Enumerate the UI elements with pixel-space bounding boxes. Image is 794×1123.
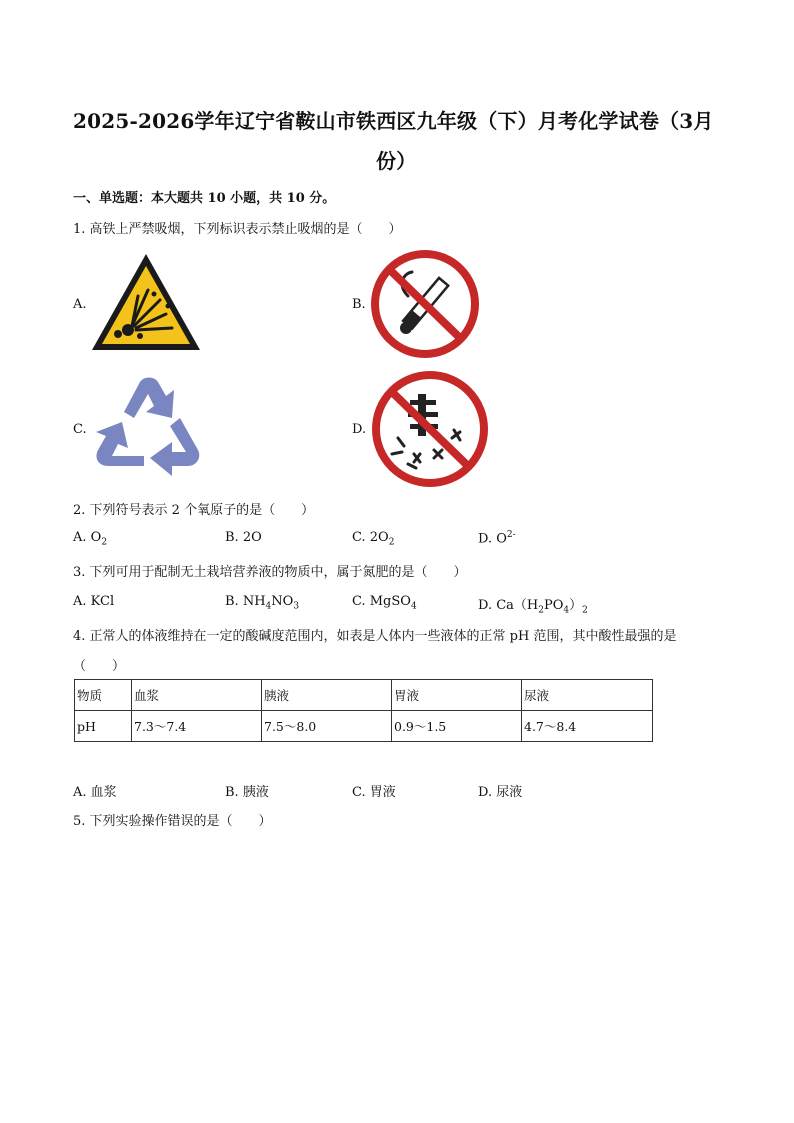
ph-table	[74, 679, 653, 742]
q2-option-b: B. 2O	[225, 530, 262, 545]
q4-option-a: A. 血浆	[73, 785, 117, 800]
recycle-icon	[88, 368, 210, 484]
section-header: 一、单选题：本大题共 10 小题，共 10 分。	[73, 191, 336, 206]
question-2-stem: 2. 下列符号表示 2 个氧原子的是（ ）	[73, 503, 315, 518]
q4-option-b: B. 胰液	[225, 785, 269, 800]
question-3-stem: 3. 下列可用于配制无土栽培营养液的物质中，属于氮肥的是（ ）	[73, 565, 467, 580]
table-row	[75, 680, 653, 711]
q3-option-d: D. $Ca(H_2PO_4)_2$	[478, 598, 588, 616]
table-cell: pH	[75, 711, 132, 742]
q3-option-b: B. $NH_4NO_3$	[225, 594, 300, 612]
page-title-continued: 份）	[376, 149, 417, 173]
table-cell: 4.7～8.4	[522, 711, 653, 742]
explosive-warning-icon	[88, 250, 204, 354]
q1-option-a-label: A.	[73, 297, 87, 312]
table-cell: 胃液	[392, 680, 522, 711]
page-title: 2025-2026学年辽宁省鞍山市铁西区九年级（下）月考化学试卷（3月	[73, 109, 714, 133]
q1-option-d-label: D.	[352, 422, 367, 437]
table-cell: 7.5～8.0	[262, 711, 392, 742]
q1-option-b-label: B.	[352, 297, 366, 312]
question-1-stem: 1. 高铁上严禁吸烟，下列标识表示禁止吸烟的是（ ）	[73, 222, 402, 237]
q1-option-c-label: C.	[73, 422, 87, 437]
q3-option-c: C. MgSO$_4$	[352, 594, 417, 612]
no-smoking-icon	[368, 248, 482, 360]
q2-option-a: A. $O_2$	[73, 530, 108, 548]
table-cell: 0.9～1.5	[392, 711, 522, 742]
table-cell: 尿液	[522, 680, 653, 711]
q3-option-a: A. KCl	[73, 594, 115, 609]
q4-option-d: D. 尿液	[478, 785, 523, 800]
q4-option-c: C. 胃液	[352, 785, 396, 800]
no-fireworks-icon	[368, 368, 492, 490]
table-cell: 胰液	[262, 680, 392, 711]
question-4-stem-continued: （ ）	[73, 659, 126, 674]
q2-option-d: D. $O^{2-}$	[478, 530, 516, 547]
q2-option-c: C. $2O_2$	[352, 530, 395, 548]
table-cell: 血浆	[132, 680, 262, 711]
table-row	[75, 711, 653, 742]
question-5-stem: 5. 下列实验操作错误的是（ ）	[73, 814, 272, 829]
table-cell: 物质	[75, 680, 132, 711]
table-cell: 7.3～7.4	[132, 711, 262, 742]
question-4-stem: 4. 正常人的体液维持在一定的酸碱度范围内，如表是人体内一些液体的正常 pH 范围，其中酸性最强的是	[73, 629, 677, 644]
